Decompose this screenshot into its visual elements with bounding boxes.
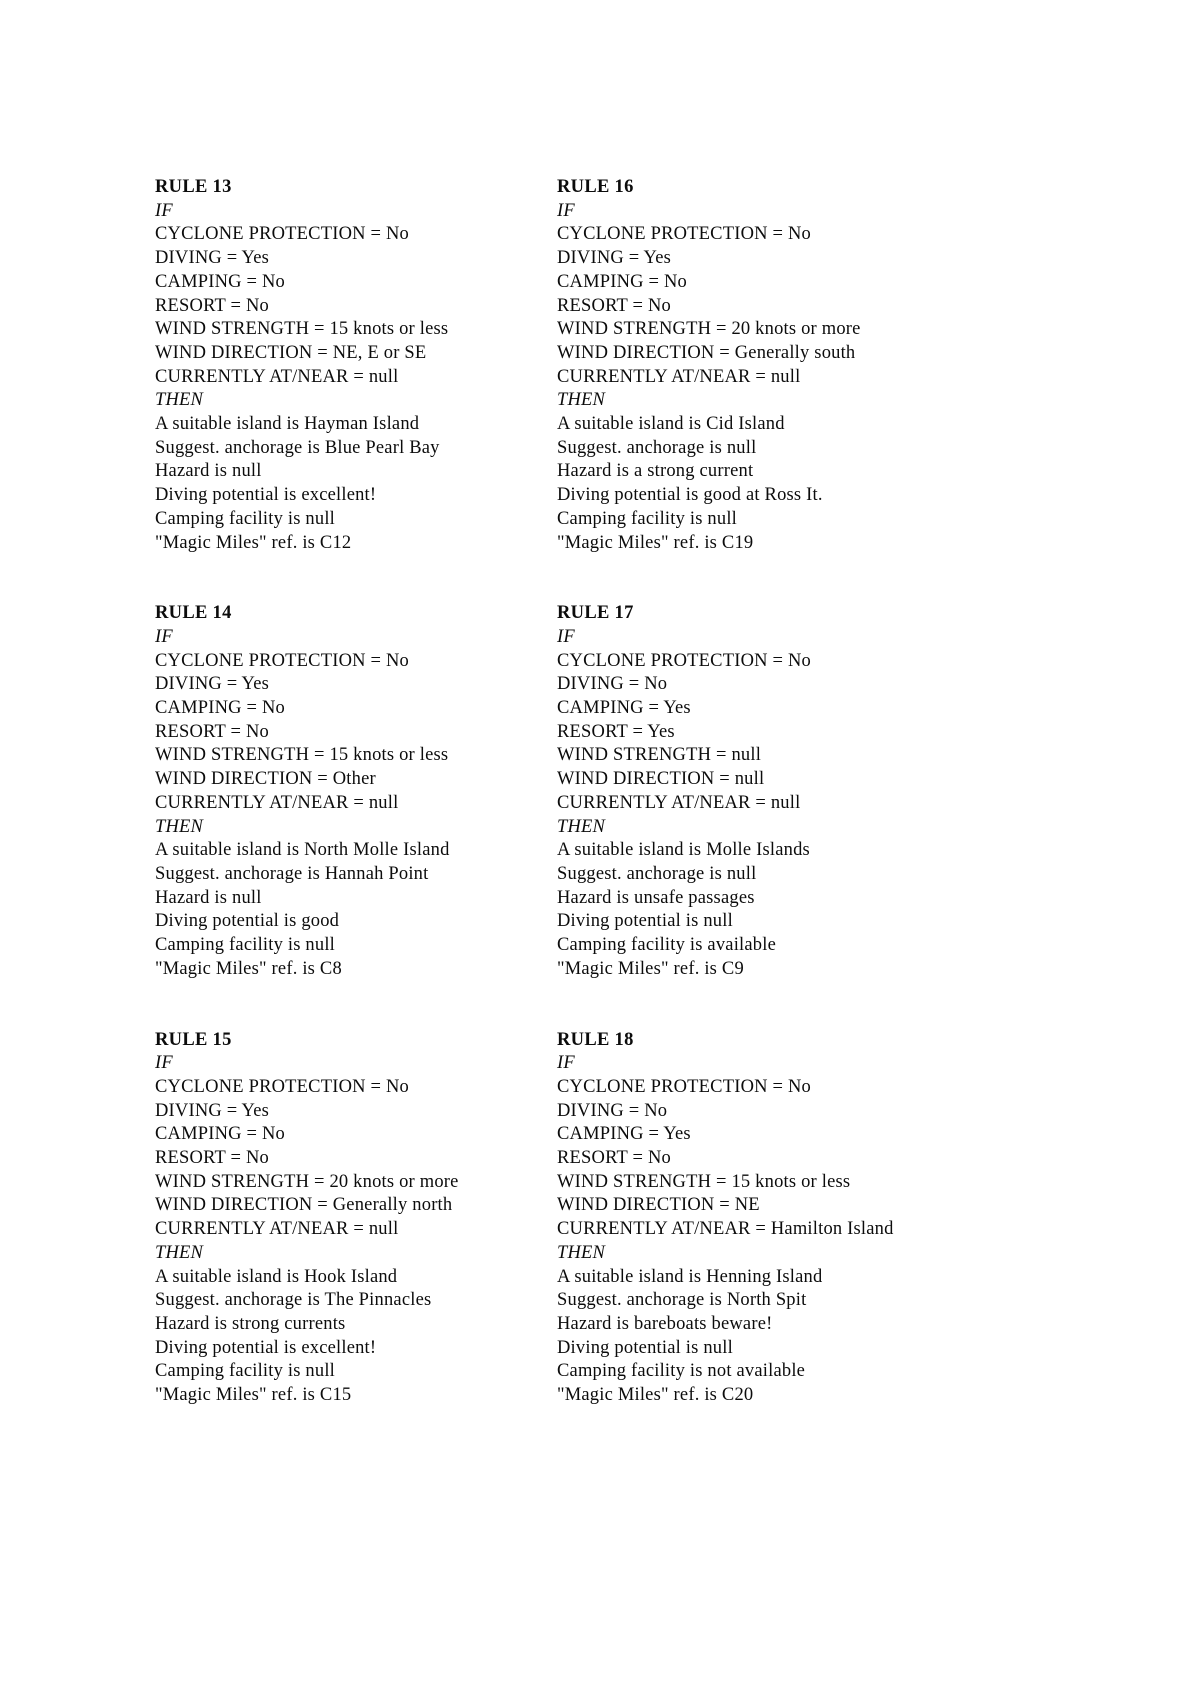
conclusion-line: A suitable island is Henning Island (557, 1266, 823, 1287)
conclusion-line: Camping facility is null (557, 508, 738, 529)
if-keyword: IF (155, 200, 173, 221)
condition-line: WIND DIRECTION = Generally south (557, 342, 856, 363)
conclusion-line: A suitable island is Cid Island (557, 414, 785, 435)
conclusion-line: "Magic Miles" ref. is C19 (557, 532, 754, 553)
conclusion-line: A suitable island is Molle Islands (557, 840, 810, 861)
condition-line: WIND DIRECTION = Other (155, 769, 376, 790)
conclusion-line: Hazard is unsafe passages (557, 887, 755, 908)
condition-line: CAMPING = No (155, 1124, 286, 1145)
condition-line: CAMPING = No (155, 698, 286, 719)
rule-title: RULE 17 (557, 603, 634, 624)
rule-title: RULE 18 (557, 1029, 634, 1050)
condition-line: DIVING = Yes (155, 248, 270, 269)
conclusion-line: Hazard is null (155, 887, 262, 908)
condition-line: WIND DIRECTION = null (557, 769, 765, 790)
conclusion-line: "Magic Miles" ref. is C12 (155, 532, 352, 553)
rule-block-15 (155, 1029, 557, 1408)
condition-line: CAMPING = Yes (557, 698, 691, 719)
condition-line: CYCLONE PROTECTION = No (557, 1076, 811, 1097)
if-keyword: IF (557, 1053, 575, 1074)
conclusion-line: Suggest. anchorage is The Pinnacles (155, 1290, 432, 1311)
condition-line: WIND STRENGTH = null (557, 745, 762, 766)
condition-line: WIND STRENGTH = 15 knots or less (557, 1171, 851, 1192)
condition-line: DIVING = Yes (557, 248, 672, 269)
then-keyword: THEN (557, 390, 606, 411)
conclusion-line: Hazard is null (155, 461, 262, 482)
condition-line: DIVING = No (557, 674, 668, 695)
conclusion-line: Diving potential is null (557, 1337, 733, 1358)
then-keyword: THEN (557, 816, 606, 837)
left-column (155, 176, 557, 1455)
if-keyword: IF (557, 626, 575, 647)
condition-line: CAMPING = No (155, 271, 286, 292)
condition-line: WIND STRENGTH = 15 knots or less (155, 745, 449, 766)
then-keyword: THEN (155, 390, 204, 411)
rule-block-13 (155, 176, 557, 555)
conclusion-line: Suggest. anchorage is Blue Pearl Bay (155, 437, 440, 458)
then-keyword: THEN (155, 816, 204, 837)
conclusion-line: Suggest. anchorage is Hannah Point (155, 863, 429, 884)
conclusion-line: Suggest. anchorage is null (557, 863, 757, 884)
conclusion-line: Camping facility is null (155, 1361, 336, 1382)
condition-line: WIND STRENGTH = 20 knots or more (557, 319, 861, 340)
condition-line: CYCLONE PROTECTION = No (155, 224, 409, 245)
rule-title: RULE 14 (155, 603, 232, 624)
conclusion-line: A suitable island is Hayman Island (155, 414, 420, 435)
condition-line: CURRENTLY AT/NEAR = null (155, 792, 399, 813)
condition-line: RESORT = Yes (557, 721, 675, 742)
rule-block-18 (557, 1029, 959, 1408)
if-keyword: IF (155, 1053, 173, 1074)
conclusion-line: Camping facility is not available (557, 1361, 806, 1382)
condition-line: CYCLONE PROTECTION = No (155, 650, 409, 671)
conclusion-line: Suggest. anchorage is North Spit (557, 1290, 807, 1311)
rule-block-14 (155, 602, 557, 981)
condition-line: CURRENTLY AT/NEAR = null (557, 366, 801, 387)
rule-title: RULE 16 (557, 177, 634, 197)
rule-block-16 (557, 176, 959, 555)
condition-line: RESORT = No (557, 1148, 671, 1169)
conclusion-line: Hazard is bareboats beware! (557, 1313, 773, 1334)
conclusion-line: Camping facility is null (155, 508, 336, 529)
then-keyword: THEN (557, 1242, 606, 1263)
conclusion-line: "Magic Miles" ref. is C15 (155, 1385, 352, 1406)
conclusion-line: Hazard is a strong current (557, 461, 754, 482)
condition-line: RESORT = No (557, 295, 671, 316)
conclusion-line: Diving potential is good at Ross It. (557, 485, 823, 506)
conclusion-line: A suitable island is Hook Island (155, 1266, 398, 1287)
conclusion-line: Camping facility is null (155, 935, 336, 956)
conclusion-line: "Magic Miles" ref. is C9 (557, 958, 744, 979)
condition-line: CAMPING = Yes (557, 1124, 691, 1145)
condition-line: CURRENTLY AT/NEAR = null (155, 1219, 399, 1240)
condition-line: DIVING = No (557, 1100, 668, 1121)
rule-title: RULE 15 (155, 1029, 232, 1050)
condition-line: WIND DIRECTION = Generally north (155, 1195, 453, 1216)
condition-line: CURRENTLY AT/NEAR = Hamilton Island (557, 1219, 894, 1240)
conclusion-line: Hazard is strong currents (155, 1313, 346, 1334)
conclusion-line: Suggest. anchorage is null (557, 437, 757, 458)
condition-line: CAMPING = No (557, 271, 688, 292)
condition-line: WIND STRENGTH = 15 knots or less (155, 319, 449, 340)
conclusion-line: Diving potential is excellent! (155, 1337, 377, 1358)
condition-line: WIND STRENGTH = 20 knots or more (155, 1171, 459, 1192)
condition-line: WIND DIRECTION = NE, E or SE (155, 342, 427, 363)
conclusion-line: A suitable island is North Molle Island (155, 840, 450, 861)
conclusion-line: Diving potential is excellent! (155, 485, 377, 506)
condition-line: WIND DIRECTION = NE (557, 1195, 760, 1216)
if-keyword: IF (557, 200, 575, 221)
conclusion-line: Diving potential is good (155, 911, 340, 932)
condition-line: CURRENTLY AT/NEAR = null (155, 366, 399, 387)
then-keyword: THEN (155, 1242, 204, 1263)
condition-line: DIVING = Yes (155, 674, 270, 695)
conclusion-line: "Magic Miles" ref. is C8 (155, 958, 342, 979)
condition-line: DIVING = Yes (155, 1100, 270, 1121)
condition-line: RESORT = No (155, 295, 269, 316)
condition-line: CYCLONE PROTECTION = No (155, 1076, 409, 1097)
rule-title: RULE 13 (155, 177, 232, 197)
condition-line: CYCLONE PROTECTION = No (557, 650, 811, 671)
condition-line: CYCLONE PROTECTION = No (557, 224, 811, 245)
condition-line: RESORT = No (155, 721, 269, 742)
conclusion-line: Diving potential is null (557, 911, 733, 932)
conclusion-line: "Magic Miles" ref. is C20 (557, 1385, 754, 1406)
if-keyword: IF (155, 626, 173, 647)
right-column (557, 176, 959, 1455)
conclusion-line: Camping facility is available (557, 935, 777, 956)
condition-line: RESORT = No (155, 1148, 269, 1169)
rule-block-17 (557, 602, 959, 981)
condition-line: CURRENTLY AT/NEAR = null (557, 792, 801, 813)
